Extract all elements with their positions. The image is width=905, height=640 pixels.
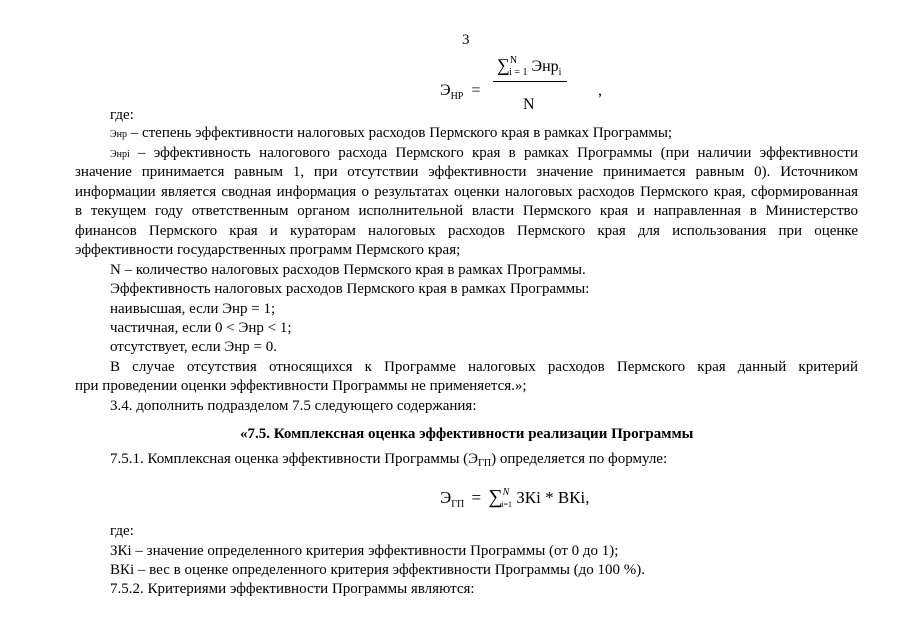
item-7-5-2: 7.5.2. Критериями эффективности Программы являются: (110, 581, 475, 597)
definition-enri-line2: значение принимается равным 1, при отсутствии эффективности значение принимается равным 0). Источником (75, 164, 858, 180)
sigma-upper: N (502, 487, 510, 498)
sigma-symbol: ∑ (488, 486, 503, 508)
item-7-5-1: 7.5.1. Комплексная оценка эффективности Программы $(Э_{ГП})$ определяется по формуле: (110, 451, 668, 469)
formula-enr-numerator: ∑$^N_{i = 1}$ Энр$_i$ (497, 55, 562, 78)
section-title: «7.5. Комплексная оценка эффективности реализации Программы (240, 426, 694, 442)
where-label-2: где: (110, 523, 134, 539)
definition-enri-line3: информации является сводная информация о результатах оценки налоговых расходов Пермского края, сформированная (75, 184, 858, 200)
page-number: 3 (462, 32, 470, 48)
formula-enr-denominator: N (523, 96, 535, 113)
definition-vki: ВКi – вес в оценке определенного критерия эффективности Программы (до 100 %). (110, 562, 646, 578)
sigma-lower: i = 1 (509, 67, 528, 78)
efficiency-partial: частичная, если 0 < Энр < 1; (110, 320, 292, 336)
formula-egp: $Э_{ГП} = \sum^N_{i=1}$ ЗКi * ВКi, (440, 486, 590, 510)
absence-line2: при проведении оценки эффективности Программы не применяется.»; (75, 378, 527, 394)
absence-line1: В случае отсутствия относящихся к Программе налоговых расходов Пермского края данный критерий (110, 359, 858, 375)
formula-enr-lhs: $Э_{НР}$ = (440, 82, 481, 102)
definition-enri-line5: финансов Пермского края и кураторам налоговых расходов Пермского края для использования при оценке (75, 223, 858, 239)
definition-enri-line6: эффективности государственных программ Пермского края; (75, 242, 461, 258)
definition-n: N – количество налоговых расходов Пермского края в рамках Программы. (110, 262, 586, 278)
efficiency-header: Эффективность налоговых расходов Пермского края в рамках Программы: (110, 281, 590, 297)
formula-enr-comma: , (598, 82, 602, 99)
efficiency-none: отсутствует, если Энр = 0. (110, 339, 277, 355)
definition-enr: Энр – степень эффективности налоговых расходов Пермского края в рамках Программы; (110, 125, 673, 141)
definition-zki: ЗКi – значение определенного критерия эффективности Программы (от 0 до 1); (110, 543, 619, 559)
where-label-1: где: (110, 107, 134, 123)
sigma-lower: i=1 (501, 500, 513, 509)
sigma-upper: N (509, 55, 518, 66)
efficiency-high: наивысшая, если Энр = 1; (110, 301, 276, 317)
definition-enri-line1: Энрi – эффективность налогового расхода Пермского края в рамках Программы (при наличии эффективности (110, 145, 858, 161)
sigma-symbol: ∑ (497, 55, 510, 75)
definition-enri-line4: в текущем году ответственным органом исполнительной власти Пермского края и направленная в Министерство (75, 203, 858, 219)
item-3-4: 3.4. дополнить подразделом 7.5 следующего содержания: (110, 398, 477, 414)
fraction-bar (493, 81, 567, 82)
